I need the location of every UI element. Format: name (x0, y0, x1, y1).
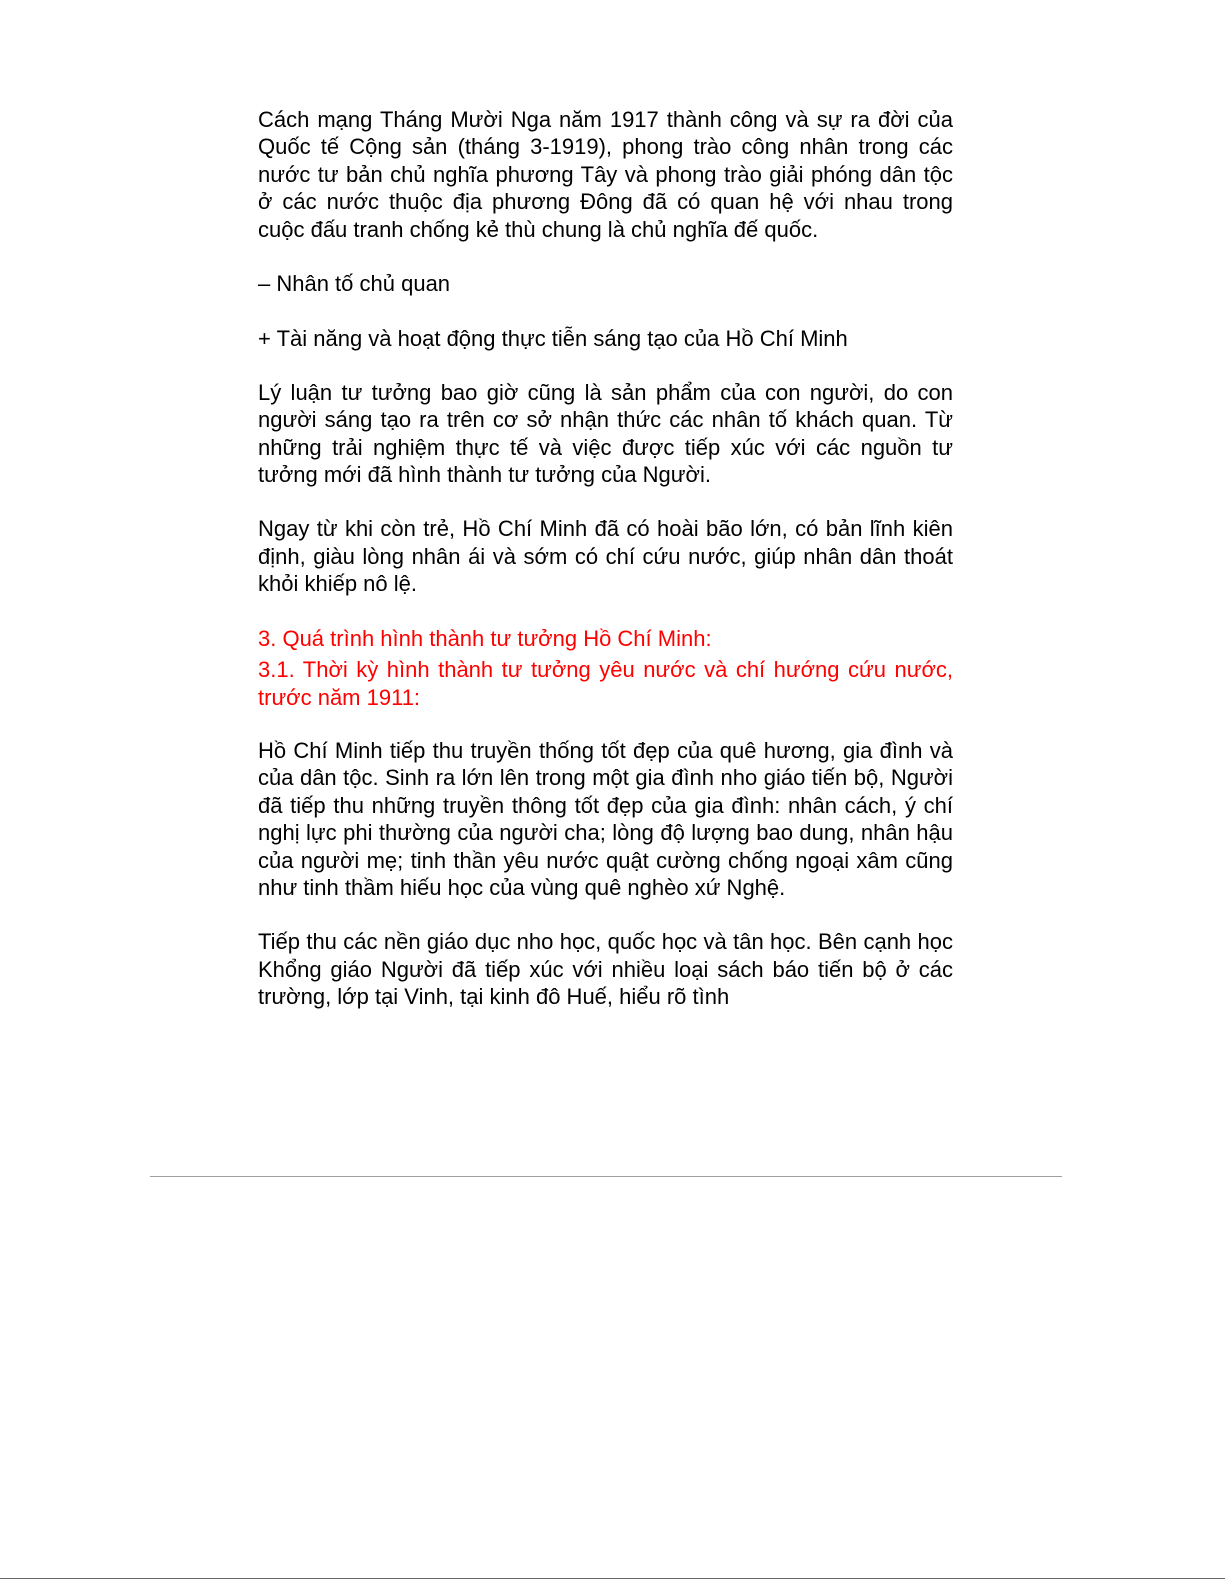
page-bottom-edge (0, 1578, 1225, 1579)
paragraph-october-revolution: Cách mạng Tháng Mười Nga năm 1917 thành công và sự ra đời của Quốc tế Cộng sản (tháng 3-1919), phong trào công nhân trong các nước tư bản chủ nghĩa phương Tây và phong trào giải phóng dân tộc ở các nước thuộc địa phương Đông đã có quan hệ với nhau trong cuộc đấu tranh chống kẻ thù chung là chủ nghĩa đế quốc. (258, 107, 953, 242)
paragraph-subjective-factor: – Nhân tố chủ quan (258, 271, 451, 297)
paragraph-education: Tiếp thu các nền giáo dục nho học, quốc học và tân học. Bên cạnh học Khổng giáo Người đã tiếp xúc với nhiều loại sách báo tiến bộ ở các trường, lớp tại Vinh, tại kinh đô Huế, hiểu rõ tình (258, 929, 953, 1010)
page-content (258, 106, 953, 1011)
paragraph-young-ambition: Ngay từ khi còn trẻ, Hồ Chí Minh đã có hoài bão lớn, có bản lĩnh kiên định, giàu lòng nhân ái và sớm có chí cứu nước, giúp nhân dân thoát khỏi khiếp nô lệ. (258, 516, 953, 597)
section-heading-3: 3. Quá trình hình thành tư tưởng Hồ Chí Minh: (258, 625, 712, 651)
section-heading-3-1: 3.1. Thời kỳ hình thành tư tưởng yêu nước và chí hướng cứu nước, trước năm 1911: (258, 657, 953, 710)
paragraph-theory-product: Lý luận tư tưởng bao giờ cũng là sản phẩm của con người, do con người sáng tạo ra trên cơ sở nhận thức các nhân tố khách quan. Từ những trải nghiệm thực tế và việc được tiếp xúc với các nguồn tư tưởng mới đã hình thành tư tưởng của Người. (258, 379, 953, 488)
page-divider (150, 1176, 1062, 1177)
paragraph-talent-activity: + Tài năng và hoạt động thực tiễn sáng tạo của Hồ Chí Minh (258, 326, 848, 352)
paragraph-family-tradition: Hồ Chí Minh tiếp thu truyền thống tốt đẹp của quê hương, gia đình và của dân tộc. Sinh ra lớn lên trong một gia đình nho giáo tiến bộ, Người đã tiếp thu những truyền thông tốt đẹp của gia đình: nhân cách, ý chí nghị lực phi thường của người cha; lòng độ lượng bao dung, nhân hậu của người mẹ; tinh thần yêu nước quật cường chống ngoại xâm cũng như tinh thầm hiếu học của vùng quê nghèo xứ Nghệ. (258, 737, 953, 900)
